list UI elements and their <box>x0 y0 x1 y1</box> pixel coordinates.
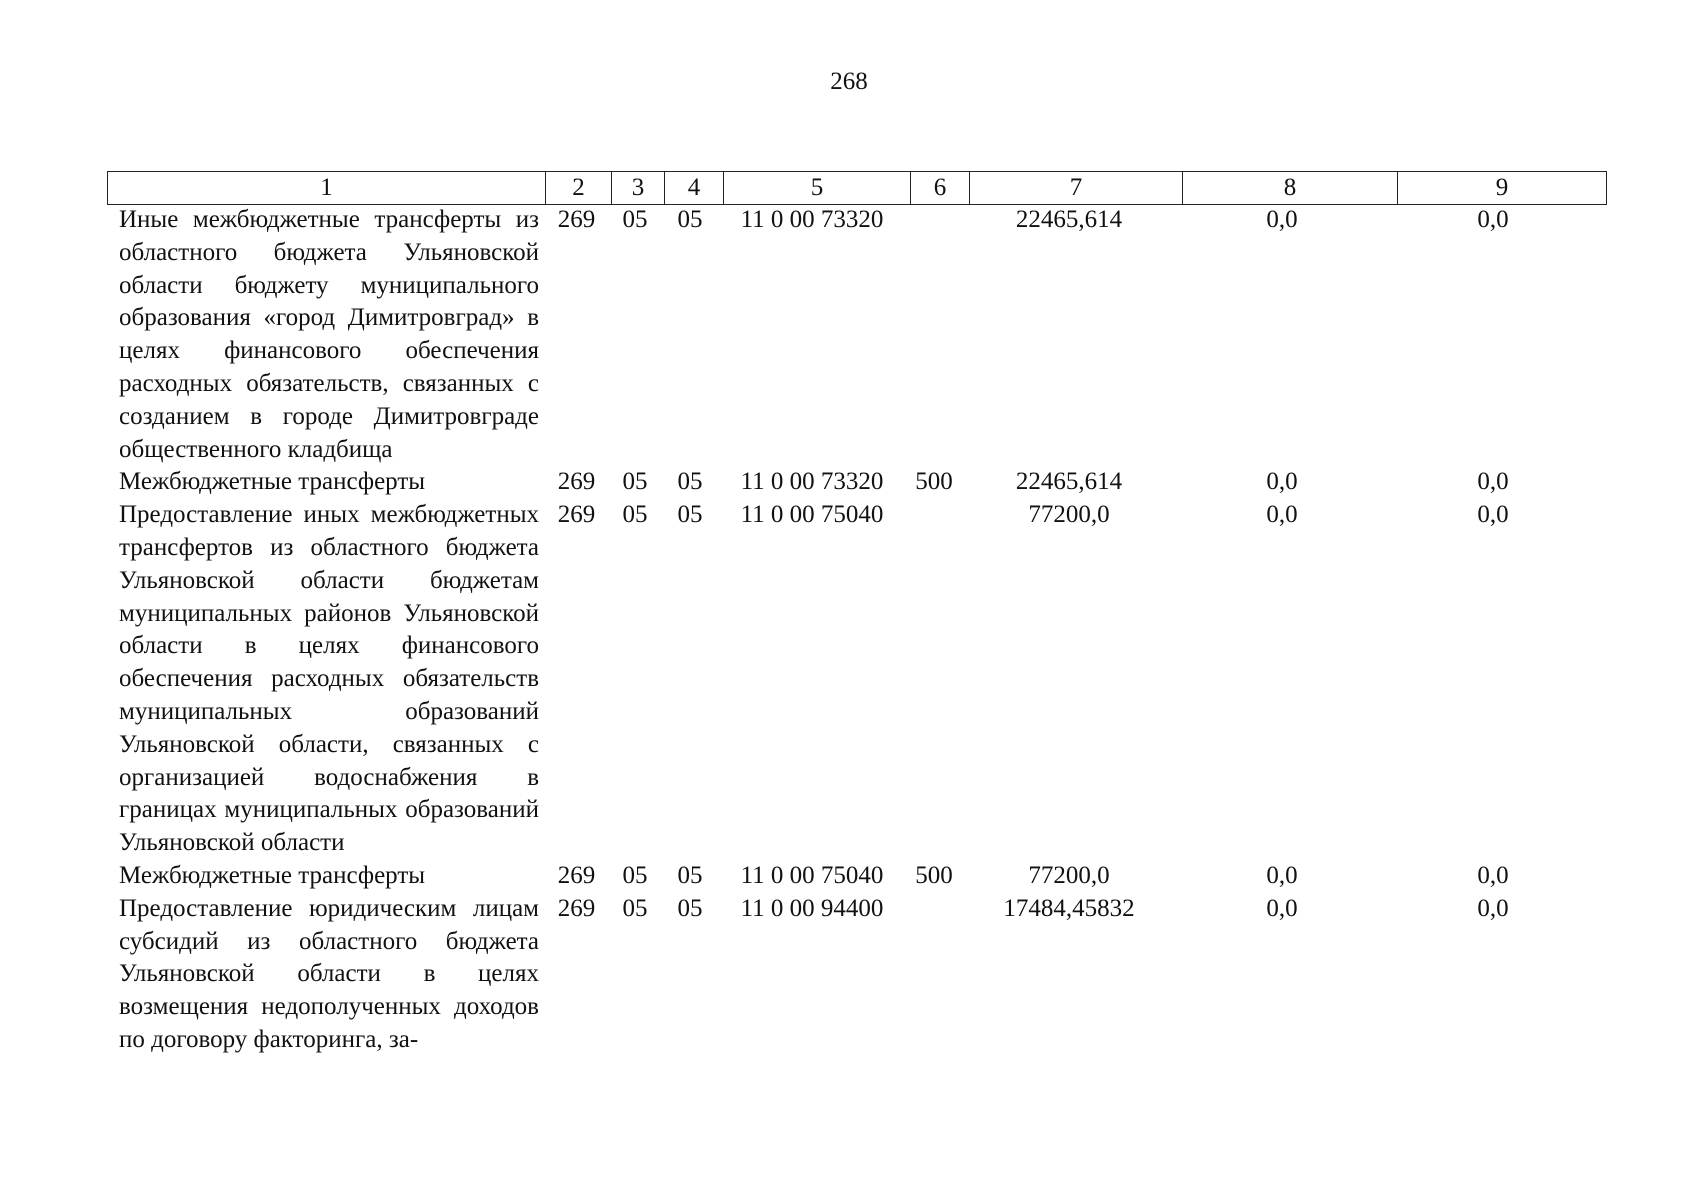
row-col-3: 05 <box>622 468 648 496</box>
row-col-9: 0,0 <box>1477 501 1509 529</box>
row-col-6 <box>905 204 963 466</box>
row-col-8: 0,0 <box>1266 501 1298 529</box>
row-col-2: 269 <box>557 861 596 889</box>
row-col-9: 0,0 <box>1477 206 1509 233</box>
column-header-1: 1 <box>108 172 546 205</box>
row-col-2: 269 <box>557 206 596 233</box>
row-col-4: 05 <box>677 894 703 922</box>
row-col-6: 500 <box>915 861 953 889</box>
row-col-8: 0,0 <box>1266 468 1298 496</box>
budget-table <box>107 204 1597 1057</box>
table-row <box>107 204 1597 466</box>
row-col-3: 05 <box>622 861 648 889</box>
table-row <box>107 860 1597 893</box>
row-col-7: 22465,614 <box>1015 206 1123 233</box>
column-header-9: 9 <box>1398 172 1607 205</box>
row-col-3: 05 <box>622 894 648 922</box>
row-col-8: 0,0 <box>1266 861 1298 889</box>
row-col-4: 05 <box>677 468 703 496</box>
row-col-8: 0,0 <box>1266 206 1298 233</box>
row-col-5: 11 0 00 75040 <box>740 501 884 529</box>
table-row <box>107 466 1597 499</box>
page-number: 268 <box>830 68 868 95</box>
row-col-5: 11 0 00 94400 <box>740 894 884 922</box>
row-name: Предоставление иных межбюджетных трансфертов из областного бюджета Ульяновской области бюджетам муниципальных районов Ульяновской области в целях финансового обеспечения расходных обязательств муниципальных образований Ульяновской области, связанных с организацией водоснабжения в границах муниципальных образований Ульяновской области <box>119 501 539 857</box>
row-name: Межбюджетные трансферты <box>119 468 426 496</box>
row-col-3: 05 <box>622 501 648 529</box>
column-header-2: 2 <box>546 172 612 205</box>
row-col-9: 0,0 <box>1477 894 1509 922</box>
row-col-5: 11 0 00 73320 <box>740 206 884 233</box>
column-header-4: 4 <box>665 172 724 205</box>
table-row <box>107 499 1597 860</box>
row-col-9: 0,0 <box>1477 468 1509 496</box>
row-col-5: 11 0 00 73320 <box>740 468 884 496</box>
row-name: Межбюджетные трансферты <box>119 861 426 889</box>
row-name: Иные межбюджетные трансферты из областного бюджета Ульяновской области бюджету муниципального образования «город Димитровград» в целях финансового обеспечения расходных обязательств, связанных с созданием в городе Димитровграде общественного кладбища <box>119 206 539 463</box>
row-col-3: 05 <box>622 206 648 233</box>
row-col-5: 11 0 00 75040 <box>740 861 884 889</box>
row-col-6 <box>905 499 963 860</box>
row-col-7: 22465,614 <box>1015 468 1123 496</box>
row-col-2: 269 <box>557 501 596 529</box>
row-col-4: 05 <box>677 501 703 529</box>
row-col-7: 77200,0 <box>1028 501 1110 529</box>
column-header-8: 8 <box>1183 172 1398 205</box>
row-col-4: 05 <box>677 206 703 233</box>
row-col-7: 77200,0 <box>1028 861 1110 889</box>
column-header-6: 6 <box>911 172 970 205</box>
row-col-8: 0,0 <box>1266 894 1298 922</box>
column-header-3: 3 <box>612 172 665 205</box>
column-header-row <box>108 172 1607 205</box>
row-col-2: 269 <box>557 468 596 496</box>
row-col-9: 0,0 <box>1477 861 1509 889</box>
column-header-table <box>107 171 1607 205</box>
row-col-6: 500 <box>915 468 953 496</box>
table-row <box>107 893 1597 1057</box>
row-name: Предоставление юридическим лицам субсидий из областного бюджета Ульяновской области в целях возмещения недополученных доходов по договору факторинга, за- <box>119 894 539 1053</box>
row-col-7: 17484,45832 <box>1003 894 1135 922</box>
row-col-6 <box>905 893 963 1057</box>
column-header-5: 5 <box>724 172 911 205</box>
row-col-4: 05 <box>677 861 703 889</box>
row-col-2: 269 <box>557 894 596 922</box>
column-header-7: 7 <box>970 172 1183 205</box>
